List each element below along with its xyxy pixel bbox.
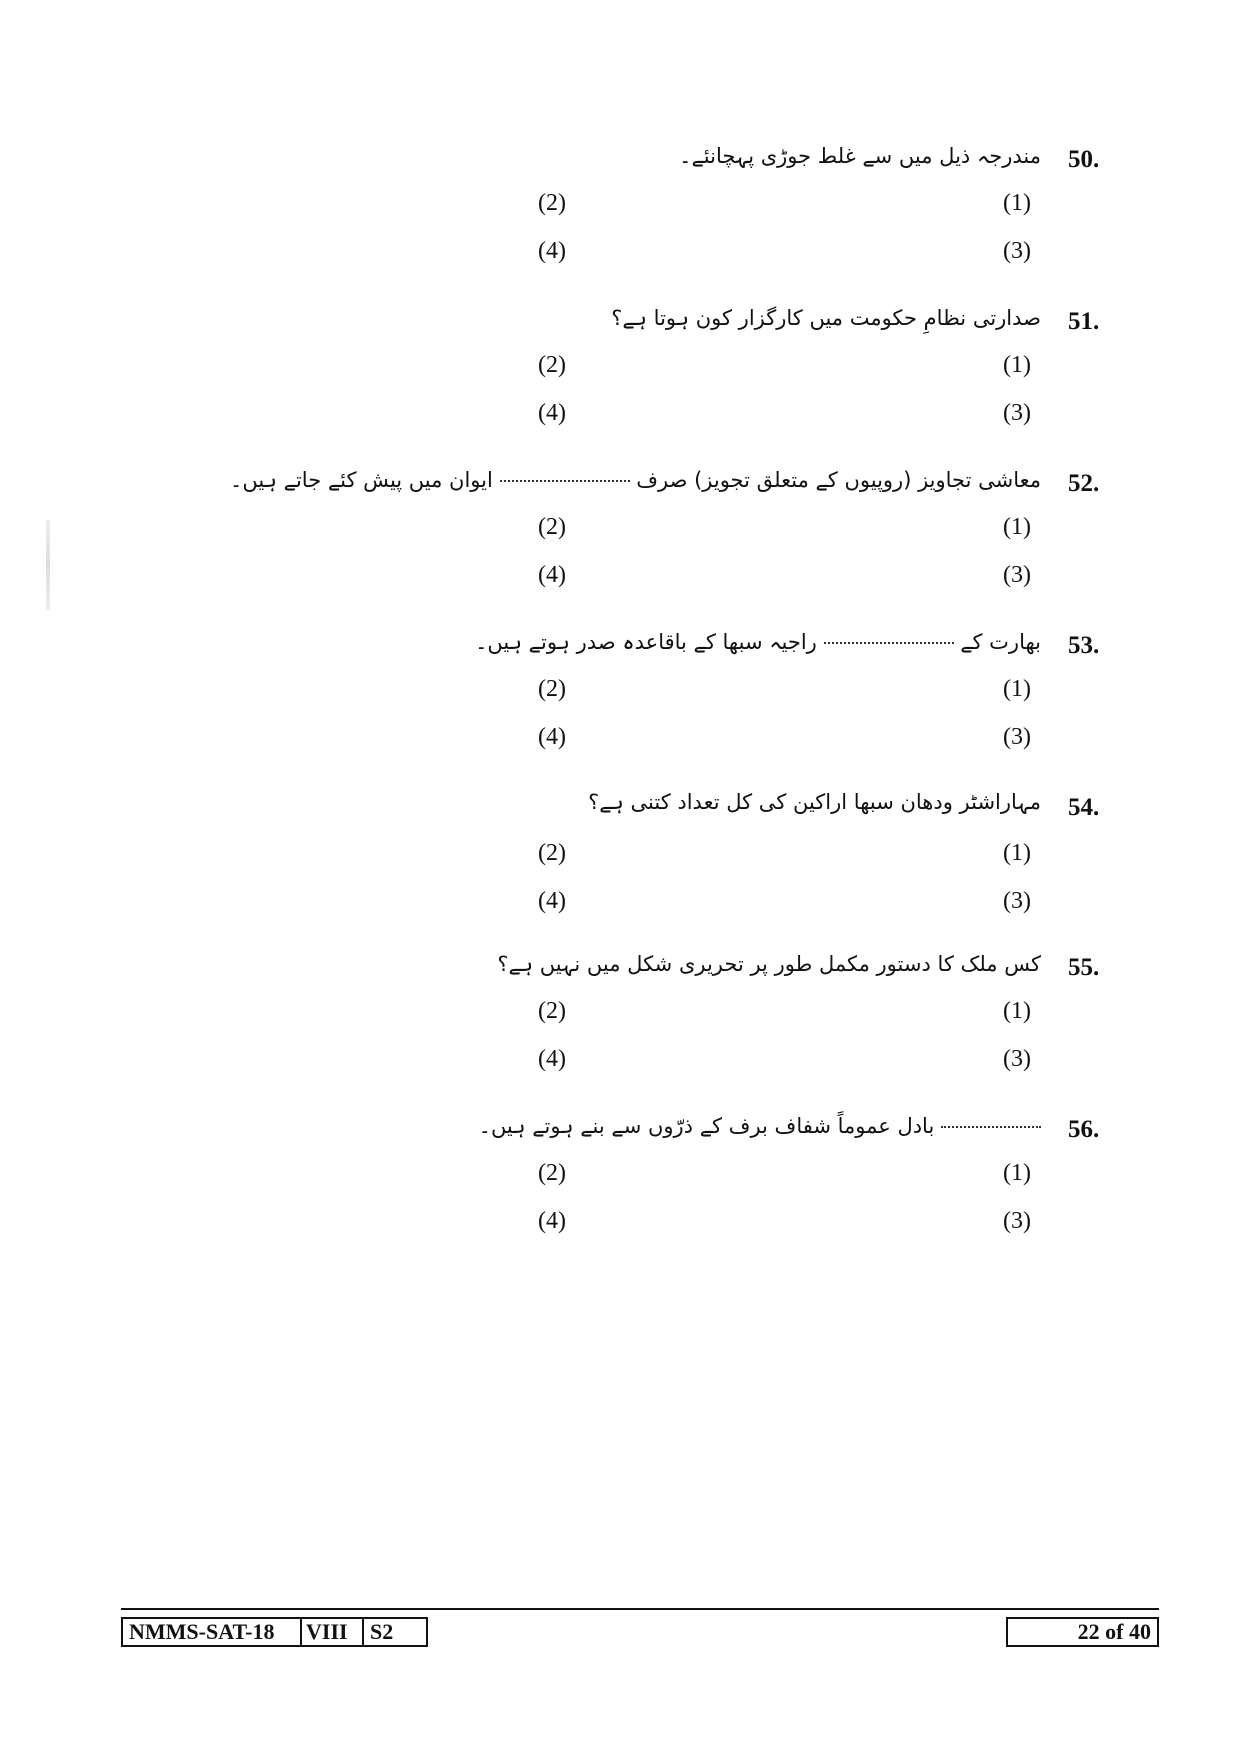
option-number: (4): [538, 1208, 566, 1234]
option-number: (2): [538, 190, 566, 216]
option-number: (4): [538, 724, 566, 750]
option-number: (4): [538, 888, 566, 914]
question-text: [479, 1114, 1041, 1138]
question-text: کس ملک کا دستور مکمل طور پر تحریری شکل میں نہیں ہے؟: [497, 952, 1041, 976]
option-number: (3): [1003, 1046, 1031, 1072]
option-number: (4): [538, 1046, 566, 1072]
option-number: (2): [538, 352, 566, 378]
question-number: 53.: [1068, 632, 1100, 659]
question-text-part: بھارت کے: [960, 630, 1041, 654]
option-number: (2): [538, 840, 566, 866]
question-text: [230, 468, 1041, 492]
question-text-part: معاشی تجاویز (روپیوں کے متعلق تجویز) صرف: [636, 468, 1041, 492]
option-number: (1): [1003, 1160, 1031, 1186]
option-number: (3): [1003, 888, 1031, 914]
footer-section: S2: [364, 1617, 428, 1647]
question-text: [475, 630, 1041, 654]
question-text: صدارتی نظامِ حکومت میں کارگزار کون ہوتا ہے؟: [611, 306, 1041, 330]
option-number: (2): [538, 1160, 566, 1186]
option-number: (1): [1003, 352, 1031, 378]
option-number: (4): [538, 400, 566, 426]
option-number: (4): [538, 238, 566, 264]
option-number: (2): [538, 676, 566, 702]
blank-line: [941, 1125, 1041, 1128]
question-number: 54.: [1068, 794, 1100, 821]
option-number: (3): [1003, 724, 1031, 750]
option-number: (3): [1003, 562, 1031, 588]
option-number: (2): [538, 998, 566, 1024]
question-number: 51.: [1068, 308, 1100, 335]
question-text-part: بادل عموماً شفاف برف کے ذرّوں سے بنے ہوتے ہیں۔: [478, 1114, 935, 1138]
footer-class: VIII: [300, 1617, 364, 1647]
blank-line: [824, 641, 954, 644]
option-number: (1): [1003, 998, 1031, 1024]
question-number: 52.: [1068, 470, 1100, 497]
blank-line: [500, 479, 630, 482]
footer-exam-code: NMMS-SAT-18: [121, 1617, 302, 1647]
question-text-part: راجیہ سبھا کے باقاعدہ صدر ہوتے ہیں۔: [475, 630, 817, 654]
footer-page-number: 22 of 40: [1006, 1617, 1159, 1647]
option-number: (2): [538, 514, 566, 540]
question-number: 55.: [1068, 954, 1100, 981]
option-number: (3): [1003, 1208, 1031, 1234]
question-number: 50.: [1068, 146, 1100, 173]
question-text: مندرجہ ذیل میں سے غلط جوڑی پہچانئے۔: [679, 144, 1041, 168]
option-number: (1): [1003, 840, 1031, 866]
question-text-part: ایوان میں پیش کئے جاتے ہیں۔: [230, 468, 493, 492]
option-number: (3): [1003, 400, 1031, 426]
option-number: (1): [1003, 676, 1031, 702]
question-number: 56.: [1068, 1116, 1100, 1143]
footer-rule: [121, 1608, 1159, 1610]
option-number: (4): [538, 562, 566, 588]
scan-artifact: [46, 520, 50, 610]
option-number: (1): [1003, 190, 1031, 216]
option-number: (3): [1003, 238, 1031, 264]
option-number: (1): [1003, 514, 1031, 540]
question-text: مہاراشٹر ودھان سبھا اراکین کی کل تعداد کتنی ہے؟: [588, 790, 1041, 814]
